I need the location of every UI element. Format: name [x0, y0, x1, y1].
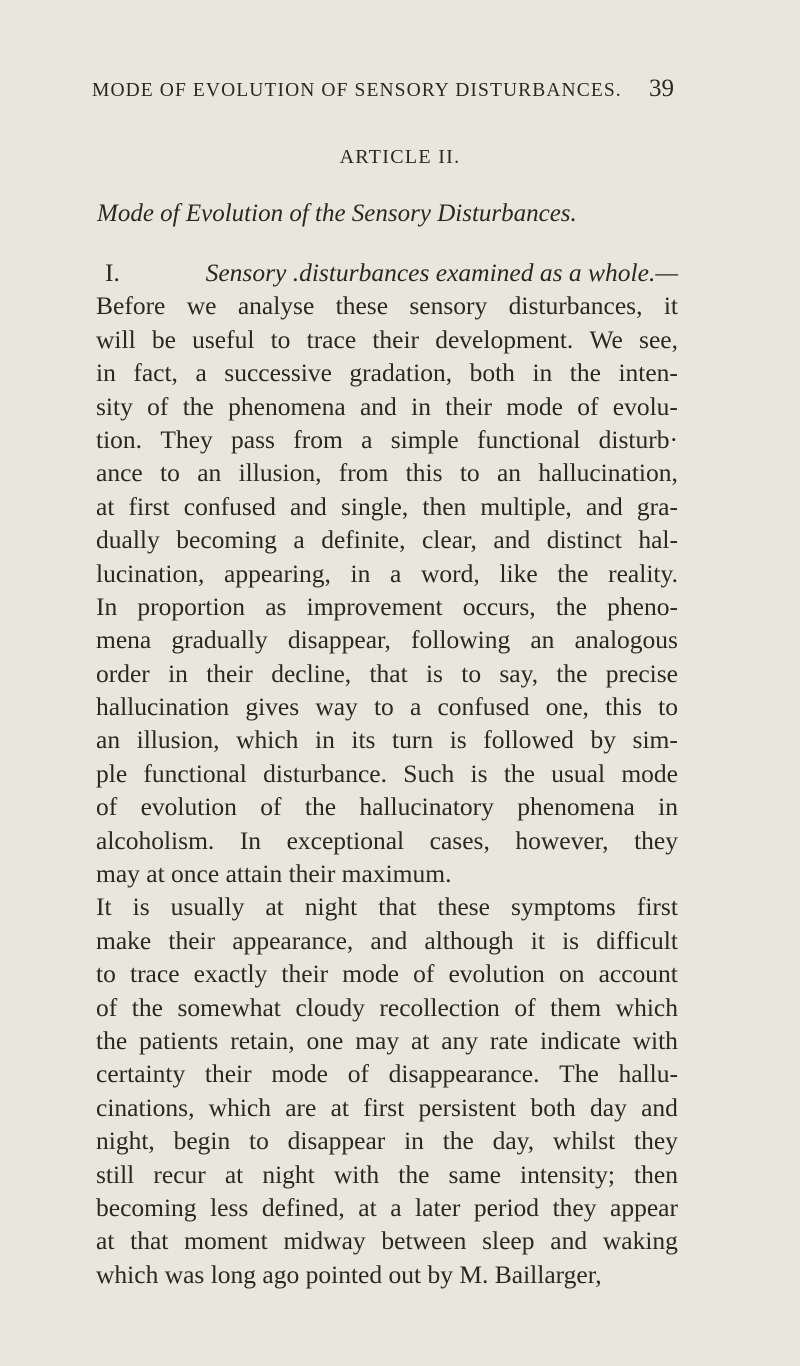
text-line: of the somewhat cloudy recollection of them which — [96, 992, 678, 1022]
text-line: which was long ago pointed out by M. Baillarger, — [96, 1259, 602, 1289]
text-line: ance to an illusion, from this to an hallucination, — [96, 458, 678, 488]
text-line: certainty their mode of disappearance. The hallu- — [96, 1059, 678, 1089]
text-line: becoming less defined, at a later period they appear — [96, 1192, 678, 1222]
text-line: an illusion, which in its turn is followed by sim- — [96, 725, 678, 755]
text-line: In proportion as improvement occurs, the pheno- — [96, 591, 678, 621]
text-line: ple functional disturbance. Such is the usual mode — [96, 758, 678, 788]
text-line: at first confused and single, then multiple, and gra- — [96, 491, 678, 521]
running-title: MODE OF EVOLUTION OF SENSORY DISTURBANCES. — [92, 80, 622, 101]
text-line: the patients retain, one may at any rate indicate with — [96, 1025, 678, 1055]
text-line: lucination, appearing, in a word, like the reality. — [96, 558, 678, 588]
text-line: cinations, which are at first persistent both day and — [96, 1092, 678, 1122]
text-line: will be useful to trace their development. We see, — [96, 324, 678, 354]
text-line: hallucination gives way to a confused one, this to — [96, 692, 678, 722]
text-line: may at once attain their maximum. — [96, 859, 452, 889]
text-line: alcoholism. In exceptional cases, however, they — [96, 825, 678, 855]
text-line: night, begin to disappear in the day, whilst they — [96, 1126, 678, 1156]
text-line: sity of the phenomena and in their mode of evolu- — [96, 391, 678, 421]
section-heading: Sensory .disturbances examined as a whole.— — [205, 258, 678, 287]
page-number: 39 — [649, 75, 674, 102]
text-line: still recur at night with the same intensity; then — [96, 1159, 678, 1189]
paragraph-lines — [96, 289, 678, 1291]
text-line: make their appearance, and although it is difficult — [96, 925, 678, 955]
text-line: dually becoming a definite, clear, and distinct hal- — [96, 525, 678, 555]
text-line: order in their decline, that is to say, the precise — [96, 658, 678, 688]
body-text — [96, 256, 678, 1291]
section-number: I. — [105, 258, 120, 287]
text-line: in fact, a successive gradation, both in the inten- — [96, 358, 678, 388]
text-line: tion. They pass from a simple functional disturb· — [96, 424, 678, 454]
article-title: Mode of Evolution of the Sensory Disturbances. — [97, 200, 577, 227]
article-heading: ARTICLE II. — [339, 146, 461, 168]
text-line: of evolution of the hallucinatory phenomena in — [96, 792, 678, 822]
running-head — [92, 75, 674, 105]
text-line: at that moment midway between sleep and waking — [96, 1226, 678, 1256]
text-line: Before we analyse these sensory disturbances, it — [96, 291, 678, 321]
text-line: It is usually at night that these symptoms first — [96, 892, 678, 922]
text-line: mena gradually disappear, following an analogous — [96, 625, 678, 655]
section-heading-line — [96, 256, 678, 289]
text-line: to trace exactly their mode of evolution on account — [96, 959, 678, 989]
